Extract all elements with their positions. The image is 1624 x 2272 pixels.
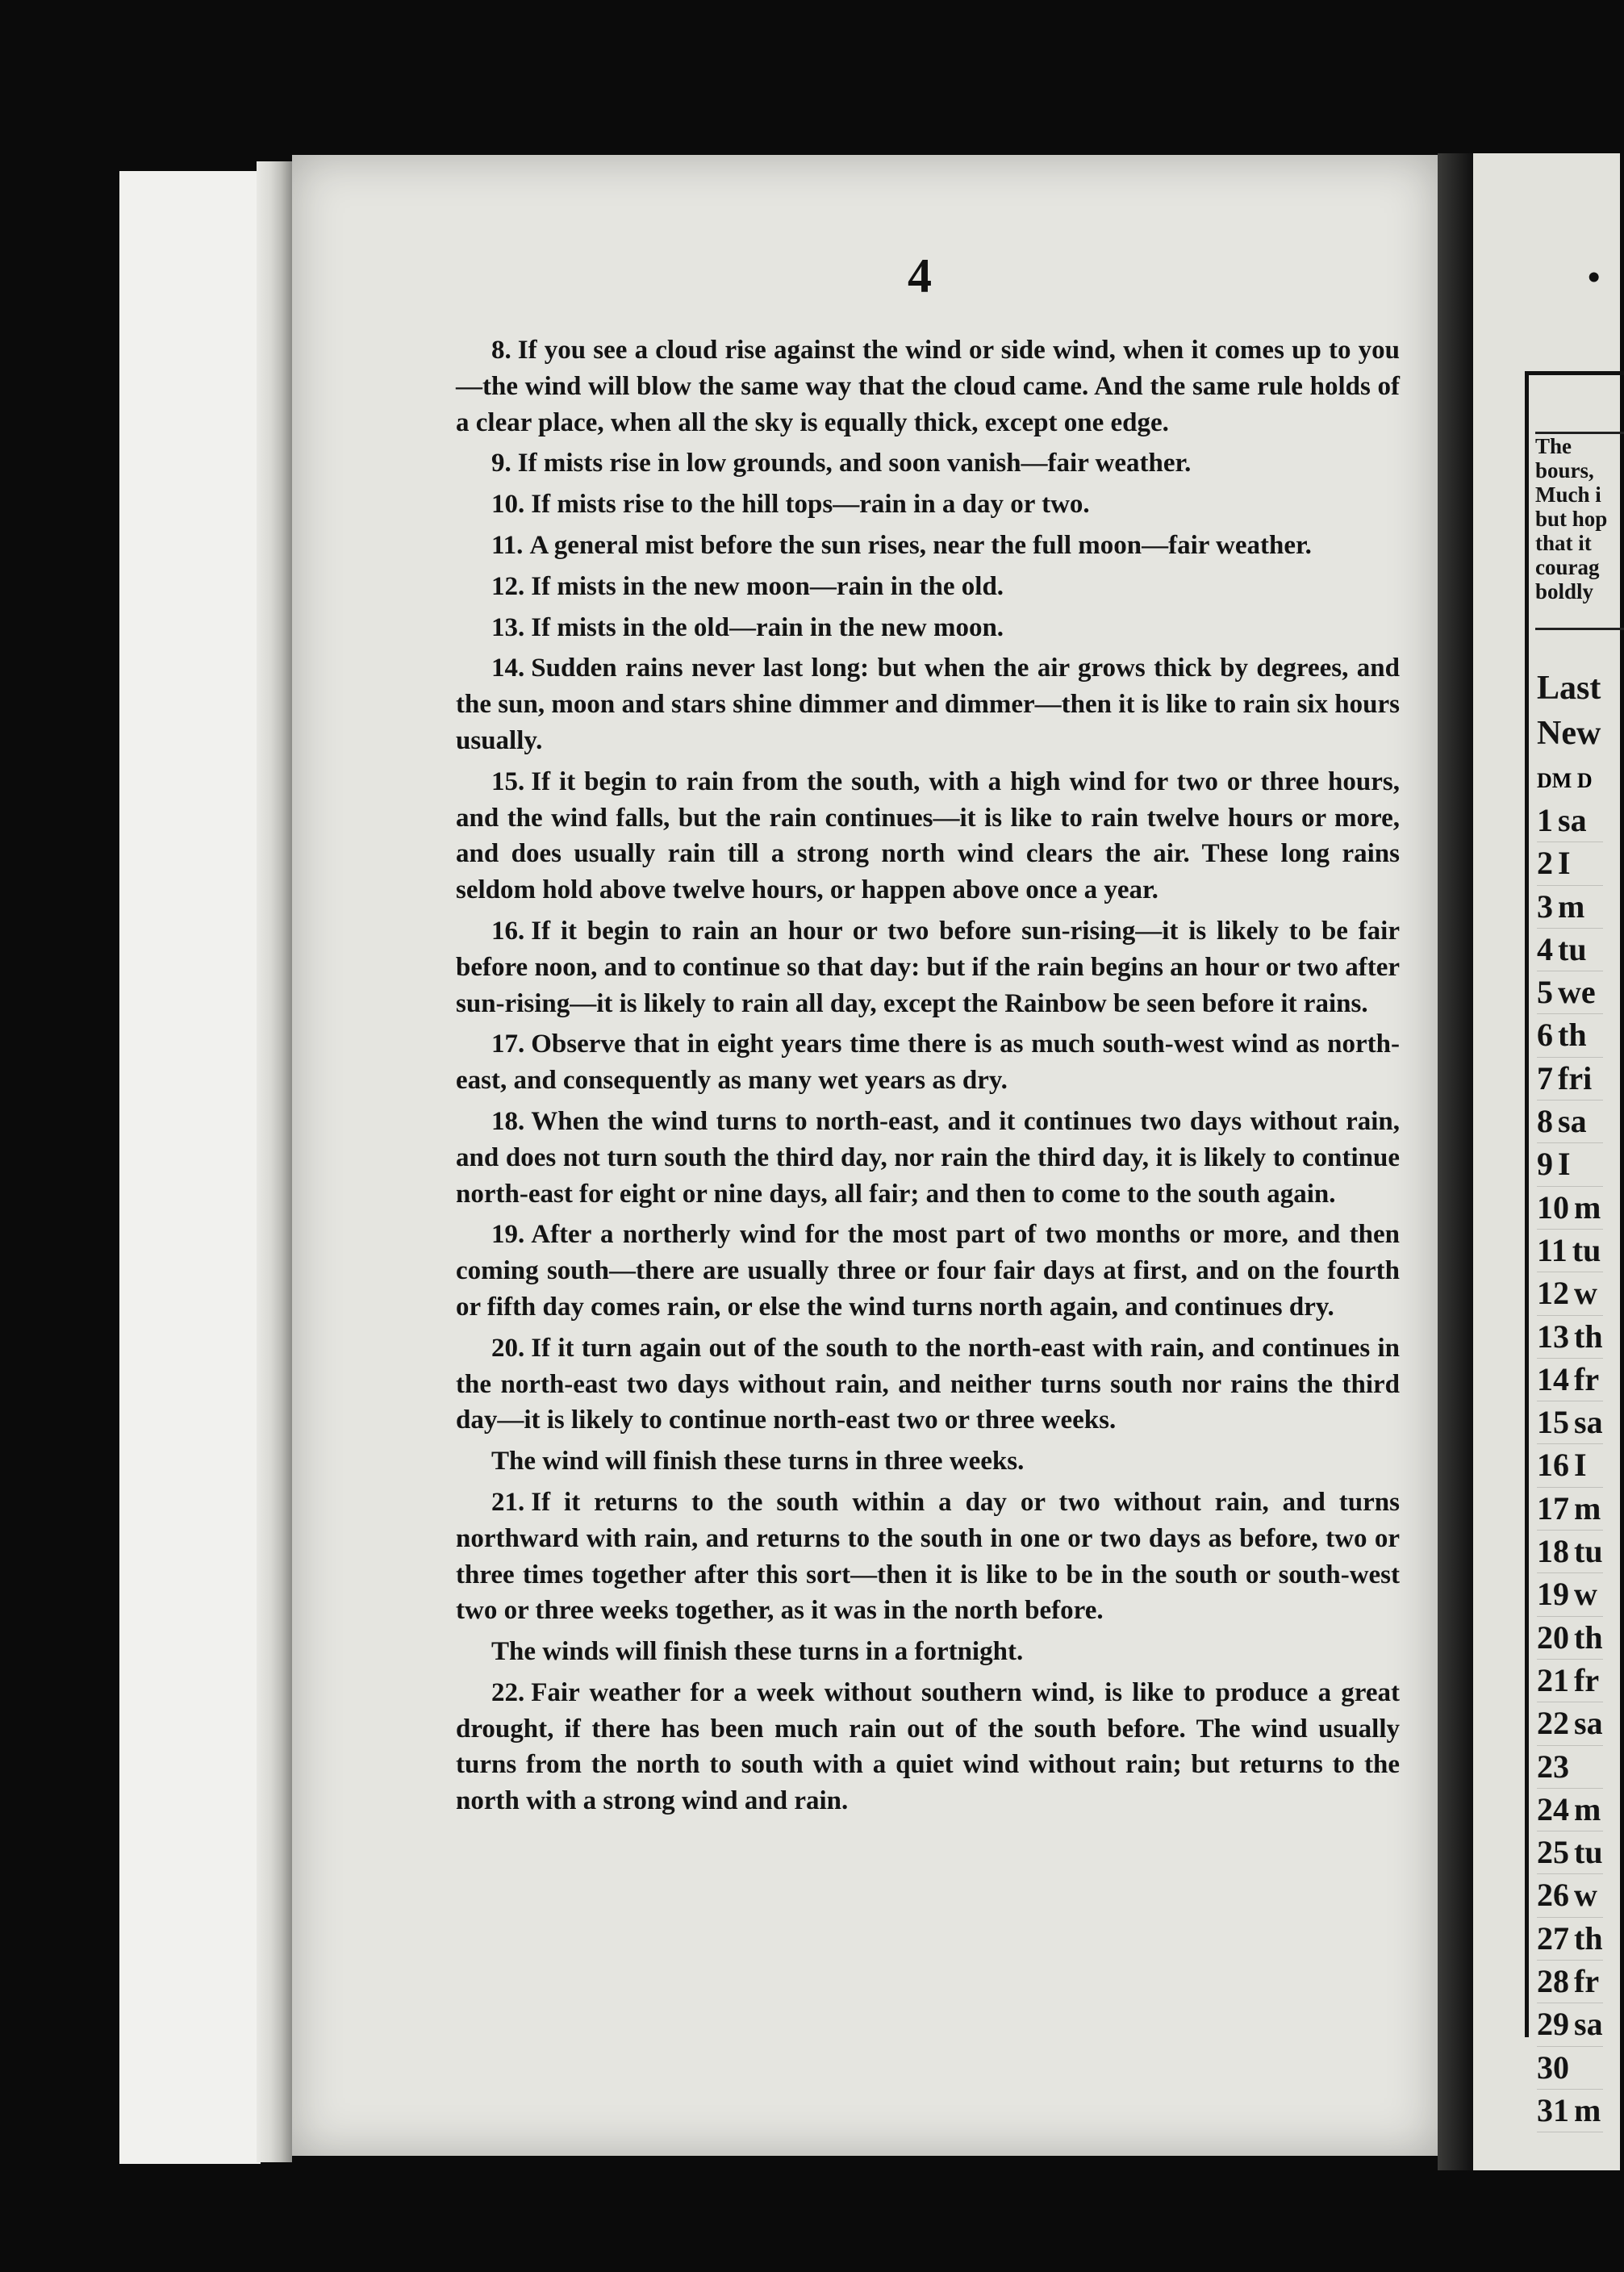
rule-paragraph (456, 913, 1400, 1021)
page-edge-shadow (257, 161, 292, 2162)
rule-number: 17. (491, 1030, 525, 1059)
moon-phase-label: New (1537, 715, 1601, 752)
calendar-row (1537, 1058, 1603, 1100)
day-of-month: 13 (1537, 1318, 1569, 1355)
book-gutter (1438, 153, 1473, 2170)
rule-text: After a northerly wind for the most part of two months or more, and then coming south—there are usually three or four fair days at first, and on the fourth or fifth day comes rain, or else the wind turns north again, and continues dry. (456, 1220, 1400, 1322)
rule-text: If it begin to rain from the south, with a high wind for two or three hours, and the wind falls, but the rain continues—it is like to rain twelve hours or more, and does usually rain till a strong north wind clears the air. These long rains seldom hold above twelve hours, or happen above once a year. (456, 766, 1400, 905)
day-of-month: 2 (1537, 845, 1553, 882)
rule-number: 19. (491, 1220, 525, 1250)
day-of-month: 6 (1537, 1017, 1553, 1054)
day-name: sa (1574, 1705, 1603, 1742)
day-name: sa (1558, 1103, 1587, 1140)
rule-number: 14. (491, 654, 525, 683)
day-of-month: 27 (1537, 1919, 1569, 1957)
day-name: sa (1558, 802, 1587, 838)
rule-paragraph (456, 569, 1400, 605)
rule-number: 21. (491, 1487, 525, 1517)
rule-paragraph (456, 1330, 1400, 1439)
rule-text: If mists in the old—rain in the new moon. (531, 612, 1004, 642)
day-of-month: 18 (1537, 1533, 1569, 1570)
day-name: fri (1558, 1059, 1593, 1096)
day-of-month: 21 (1537, 1661, 1569, 1698)
rule-text: If you see a cloud rise against the wind or side wind, when it comes up to you—the wind will blow the same way that the cloud came. And the same rule holds of a clear place, when all the sky is equally thick, except one edge. (456, 336, 1400, 437)
rule-paragraph (456, 1026, 1400, 1099)
rule-text: The winds will finish these turns in a fortnight. (491, 1637, 1024, 1667)
rule-text: If mists rise to the hill tops—rain in a day or two. (531, 490, 1090, 520)
rule-paragraph (456, 1675, 1400, 1819)
day-name: I (1574, 1447, 1587, 1484)
calendar-row (1537, 1143, 1603, 1186)
rule-number: 16. (491, 916, 525, 946)
day-of-month: 8 (1537, 1103, 1553, 1140)
rule-paragraph (456, 1634, 1400, 1670)
day-name: tu (1574, 1834, 1603, 1871)
day-name: tu (1574, 1533, 1603, 1570)
day-name: th (1574, 1919, 1603, 1957)
day-of-month: 23 (1537, 1748, 1569, 1785)
rule-paragraph (456, 332, 1400, 441)
day-name: th (1558, 1017, 1587, 1054)
notice-line: that it (1535, 531, 1592, 555)
day-name: I (1558, 845, 1571, 882)
day-of-month: 31 (1537, 2091, 1569, 2128)
day-of-month: 3 (1537, 888, 1553, 925)
day-name: fr (1574, 1360, 1600, 1397)
rule-paragraph (456, 1443, 1400, 1480)
day-name: th (1574, 1318, 1603, 1355)
day-name: fr (1574, 1661, 1600, 1698)
calendar-row (1537, 1100, 1603, 1143)
weather-rules-text (456, 332, 1400, 1824)
rule-number: 18. (491, 1106, 525, 1136)
day-name: w (1574, 1877, 1597, 1914)
rule-text: If mists rise in low grounds, and soon vanish—fair weather. (517, 449, 1192, 478)
day-of-month: 20 (1537, 1618, 1569, 1656)
day-of-month: 5 (1537, 974, 1553, 1011)
rule-paragraph (456, 528, 1400, 564)
notice-line: boldly (1535, 579, 1594, 604)
rule-number: 22. (491, 1677, 525, 1707)
day-name: m (1574, 2091, 1601, 2128)
day-name: tu (1572, 1231, 1601, 1268)
calendar-row (1537, 1230, 1603, 1272)
day-name: m (1574, 1790, 1601, 1827)
page-number: 4 (908, 249, 932, 303)
day-of-month: 1 (1537, 802, 1553, 838)
calendar-row (1537, 1660, 1603, 1702)
day-of-month: 17 (1537, 1489, 1569, 1526)
rule-number: 10. (491, 490, 525, 520)
rule-number: 13. (491, 612, 525, 642)
rule-text: When the wind turns to north-east, and it continues two days without rain, and does not turn south the third day, nor rain the third day, it is likely to continue north-east for eight or nine days, all fair; and then to come to the south again. (456, 1106, 1400, 1209)
day-name: tu (1558, 930, 1587, 967)
notice-line: bours, (1535, 458, 1594, 482)
day-of-month: 25 (1537, 1834, 1569, 1871)
calendar-row (1537, 1789, 1603, 1831)
calendar-row (1537, 1617, 1603, 1660)
day-name: m (1574, 1489, 1601, 1526)
rule-text: If mists in the new moon—rain in the old. (531, 571, 1004, 601)
rule-text: If it begin to rain an hour or two before sun-rising—it is likely to be fair before noon, and to continue so that day: but if the rain begins an hour or two after sun-rising—it is likely to rain all day, except the Rainbow be seen before it rains. (456, 916, 1400, 1018)
day-of-month: 11 (1537, 1231, 1568, 1268)
calendar-row (1537, 800, 1603, 842)
day-name: w (1574, 1576, 1597, 1613)
rule-paragraph (456, 650, 1400, 758)
calendar-row (1537, 1187, 1603, 1230)
rule-text: A general mist before the sun rises, near the full moon—fair weather. (529, 530, 1312, 560)
calendar-column-head: DM D (1537, 769, 1593, 792)
day-name: th (1574, 1618, 1603, 1656)
calendar-row (1537, 1316, 1603, 1359)
rule-text: Fair weather for a week without southern wind, is like to produce a great drought, if there has been much rain out of the south before. The wind usually turns from the north to south with a quiet wind without rain; but returns to the north with a strong wind and rain. (456, 1677, 1400, 1816)
day-name: sa (1574, 2006, 1603, 2043)
calendar-row (1537, 2090, 1603, 2132)
rule-paragraph (456, 487, 1400, 523)
day-of-month: 9 (1537, 1146, 1553, 1183)
calendar-row (1537, 1531, 1603, 1573)
calendar-row (1537, 929, 1603, 971)
calendar-row (1537, 1961, 1603, 2003)
notice-line: The (1535, 434, 1572, 458)
day-of-month: 29 (1537, 2006, 1569, 2043)
day-of-month: 24 (1537, 1790, 1569, 1827)
calendar-row (1537, 886, 1603, 929)
moon-phase-label: Last (1537, 670, 1601, 707)
calendar-row (1537, 1831, 1603, 1874)
day-of-month: 12 (1537, 1275, 1569, 1312)
rule-number: 15. (491, 766, 525, 796)
rule-paragraph (456, 1217, 1400, 1325)
calendar-row (1537, 2047, 1603, 2090)
calendar-row (1537, 1488, 1603, 1531)
day-of-month: 14 (1537, 1360, 1569, 1397)
rule-paragraph (456, 610, 1400, 646)
day-of-month: 28 (1537, 1963, 1569, 2000)
notice-line: courag (1535, 555, 1600, 579)
day-of-month: 30 (1537, 2049, 1569, 2086)
notice-line: but hop (1535, 507, 1608, 531)
day-name: we (1558, 974, 1596, 1011)
calendar-row (1537, 1272, 1603, 1315)
notice-line: Much i (1535, 482, 1601, 507)
rule-text: Sudden rains never last long: but when the air grows thick by degrees, and the sun, moon and stars shine dimmer and dimmer—then it is like to rain six hours usually. (456, 654, 1400, 755)
day-of-month: 10 (1537, 1188, 1569, 1226)
calendar-row (1537, 1874, 1603, 1917)
rule-paragraph (456, 445, 1400, 482)
calendar-row (1537, 1918, 1603, 1961)
day-of-month: 4 (1537, 930, 1553, 967)
rule-number: 20. (491, 1333, 525, 1363)
left-page-margin (119, 171, 261, 2164)
calendar-row (1537, 971, 1603, 1014)
day-of-month: 22 (1537, 1705, 1569, 1742)
day-of-month: 15 (1537, 1404, 1569, 1441)
calendar-row (1537, 2003, 1603, 2046)
rule-number: 11. (491, 530, 524, 560)
calendar-row (1537, 1401, 1603, 1444)
rule-text: If it returns to the south within a day or two without rain, and turns northward with rain, and returns to the south in one or two days as before, two or three times together after this sort—then it is like to be in the south or south-west two or three weeks together, as it was in the north before. (456, 1487, 1400, 1626)
rule-number: 9. (491, 449, 511, 478)
rule-text: If it turn again out of the south to the north-east with rain, and continues in the north-east two days without rain, and neither turns south nor rains the third day—it is likely to continue north-east two or three weeks. (456, 1333, 1400, 1435)
facing-page-bullet: • (1588, 257, 1601, 297)
rule-number: 8. (491, 336, 511, 365)
moon-phase-header (1537, 666, 1601, 756)
calendar-row (1537, 1444, 1603, 1487)
calendar-row (1537, 1702, 1603, 1745)
day-name: m (1558, 888, 1585, 925)
day-of-month: 19 (1537, 1576, 1569, 1613)
day-of-month: 7 (1537, 1059, 1553, 1096)
calendar-row (1537, 842, 1603, 885)
day-name: sa (1574, 1404, 1603, 1441)
facing-page-notice-box (1535, 432, 1624, 630)
day-name: m (1574, 1188, 1601, 1226)
calendar-row (1537, 1746, 1603, 1789)
rule-number: 12. (491, 571, 525, 601)
day-name: fr (1574, 1963, 1600, 2000)
day-of-month: 16 (1537, 1447, 1569, 1484)
calendar-row (1537, 1573, 1603, 1616)
day-name: w (1574, 1275, 1597, 1312)
calendar-row (1537, 1359, 1603, 1401)
rule-text: Observe that in eight years time there is as much south-west wind as north-east, and consequently as many wet years as dry. (456, 1030, 1400, 1096)
rule-paragraph (456, 1104, 1400, 1212)
rule-text: The wind will finish these turns in three weeks. (491, 1447, 1025, 1476)
calendar-row (1537, 1014, 1603, 1057)
rule-paragraph (456, 764, 1400, 908)
day-of-month: 26 (1537, 1877, 1569, 1914)
rule-paragraph (456, 1485, 1400, 1629)
calendar-table-fragment (1525, 371, 1624, 2128)
day-name: I (1558, 1146, 1571, 1183)
calendar-rows (1537, 800, 1603, 2132)
